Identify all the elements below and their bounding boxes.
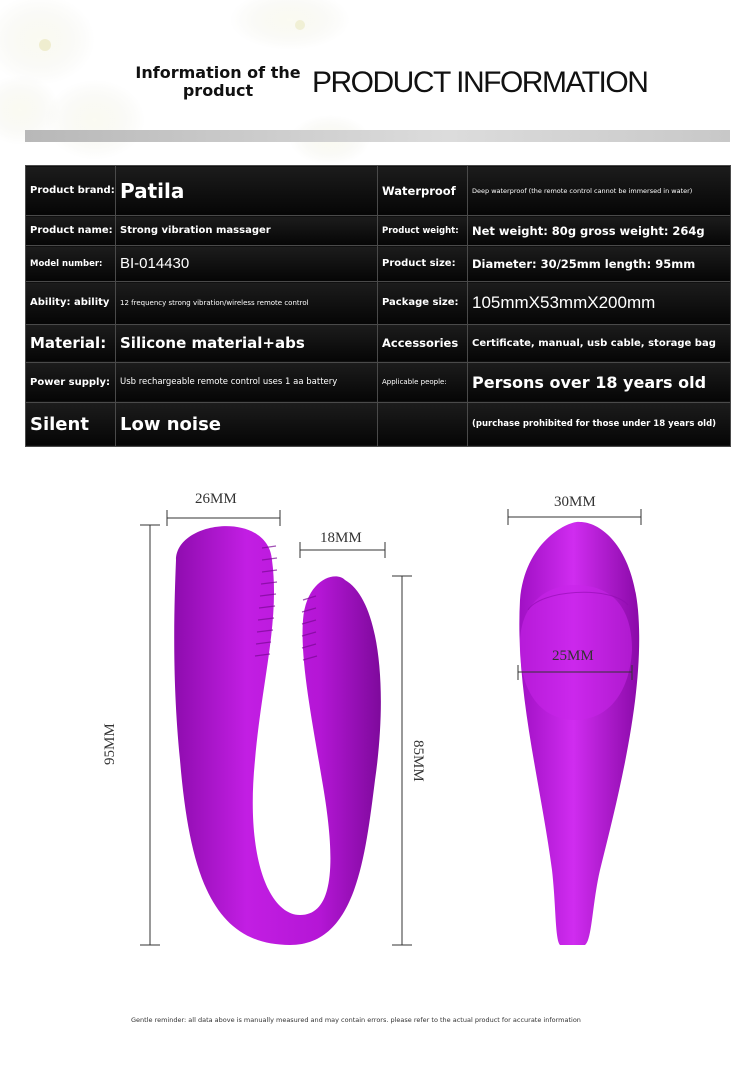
product-dimension-figure [0,470,750,990]
spec-value: Silicone material+abs [116,324,378,362]
spec-table [25,165,731,447]
spec-label: Accessories [378,324,468,362]
spec-label: Ability: ability [26,282,116,324]
footnote: Gentle reminder: all data above is manually measured and may contain errors. please refer to the actual product for accurate information [131,1016,581,1024]
spec-value: Strong vibration massager [116,216,378,246]
spec-value: (purchase prohibited for those under 18 years old) [468,402,731,446]
spec-label: Product brand: [26,166,116,216]
table-row [26,402,731,446]
spec-value: Persons over 18 years old [468,362,731,402]
spec-label: Silent [26,402,116,446]
spec-label: Power supply: [26,362,116,402]
spec-value: Patila [116,166,378,216]
spec-label [378,402,468,446]
product-front-shape [174,526,381,945]
dim-left-height: 95MM [102,723,118,765]
dim-left-width: 26MM [195,491,237,507]
spec-label: Product name: [26,216,116,246]
spec-value: Diameter: 30/25mm length: 95mm [468,246,731,282]
dim-side-inner-width: 25MM [552,648,594,664]
header-title-native: Information of the product [135,63,301,100]
spec-label: Model number: [26,246,116,282]
spec-value: BI-014430 [116,246,378,282]
spec-value: Net weight: 80g gross weight: 264g [468,216,731,246]
spec-value: Usb rechargeable remote control uses 1 aa battery [116,362,378,402]
header-divider [25,130,730,142]
table-row [26,282,731,324]
dim-side-width: 30MM [554,494,596,510]
dim-left-tip-width: 18MM [320,530,362,546]
spec-label: Product weight: [378,216,468,246]
spec-label: Applicable people: [378,362,468,402]
spec-value: Low noise [116,402,378,446]
spec-label: Product size: [378,246,468,282]
table-row [26,362,731,402]
header-title-en: PRODUCT INFORMATION [312,66,648,99]
table-row [26,216,731,246]
spec-label: Package size: [378,282,468,324]
spec-value: 12 frequency strong vibration/wireless remote control [116,282,378,324]
table-row [26,166,731,216]
spec-label: Material: [26,324,116,362]
spec-value: 105mmX53mmX200mm [468,282,731,324]
dim-right-arm-height: 85MM [410,740,426,782]
spec-label: Waterproof [378,166,468,216]
table-row [26,324,731,362]
spec-value: Deep waterproof (the remote control cannot be immersed in water) [468,166,731,216]
spec-value: Certificate, manual, usb cable, storage bag [468,324,731,362]
table-row [26,246,731,282]
